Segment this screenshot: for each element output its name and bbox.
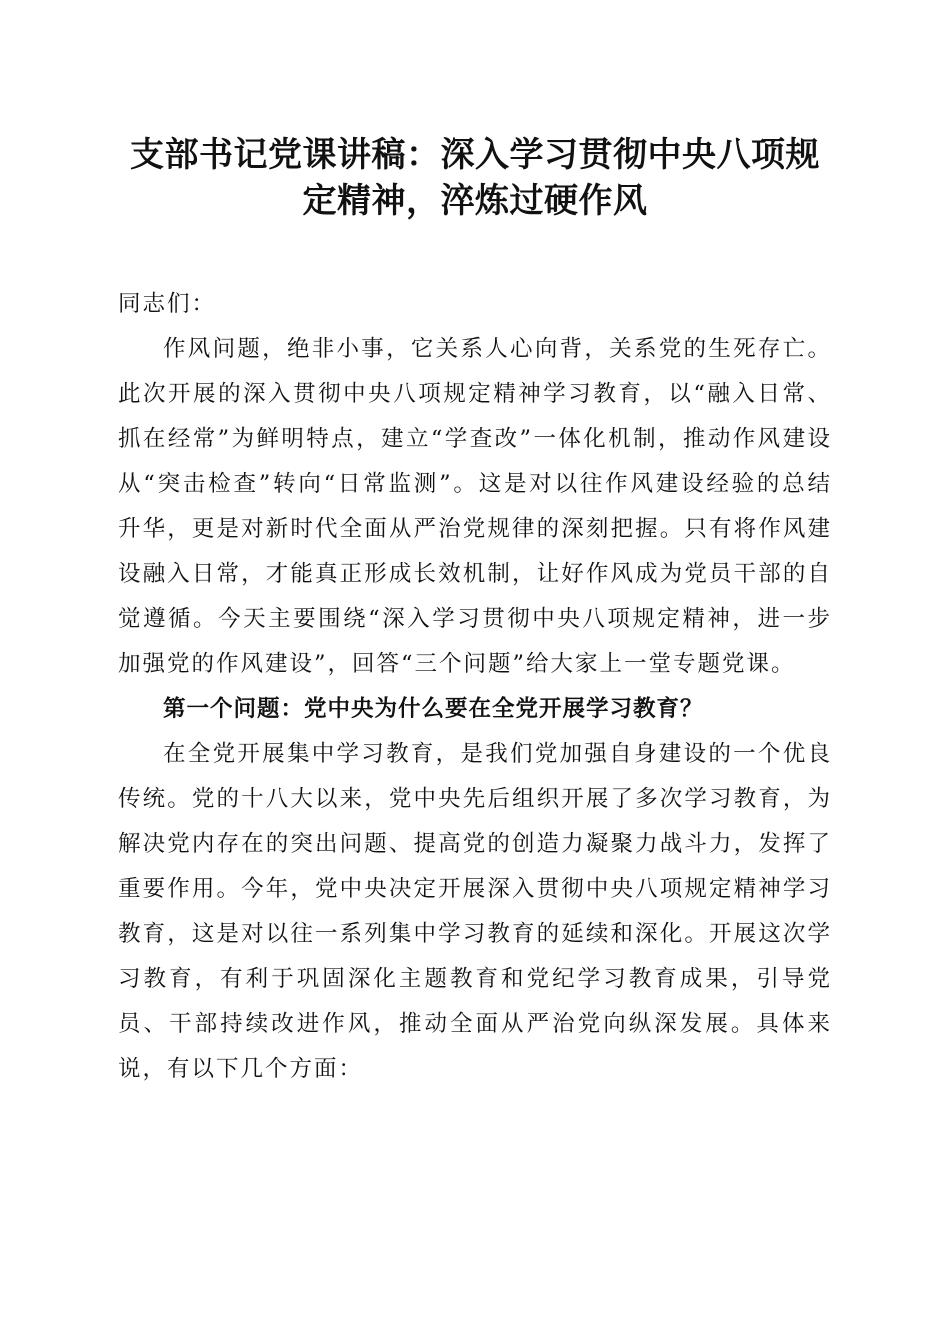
title-line-1: 支部书记党课讲稿：深入学习贯彻中央八项规 bbox=[130, 135, 820, 175]
title-line-2: 定精神，淬炼过硬作风 bbox=[302, 181, 648, 221]
salutation: 同志们： bbox=[118, 291, 217, 317]
document-body bbox=[118, 282, 832, 1092]
paragraph-section-1: 在全党开展集中学习教育，是我们党加强自身建设的一个优良传统。党的十八大以来，党中央先后组织开展了多次学习教育，为解决党内存在的突出问题、提高党的创造力凝聚力战斗力，发挥了重要作用。今年，党中央决定开展深入贯彻中央八项规定精神学习教育，这是对以往一系列集中学习教育的延续和深化。开展这次学习教育，有利于巩固深化主题教育和党纪学习教育成果，引导党员、干部持续改进作风，推动全面从严治党向纵深发展。具体来说，有以下几个方面： bbox=[118, 741, 832, 1082]
document-title bbox=[118, 132, 832, 224]
paragraph-intro: 作风问题，绝非小事，它关系人心向背，关系党的生死存亡。此次开展的深入贯彻中央八项规定精神学习教育，以“融入日常、抓在经常”为鲜明特点，建立“学查改”一体化机制，推动作风建设从“突击检查”转向“日常监测”。这是对以往作风建设经验的总结升华，更是对新时代全面从严治党规律的深刻把握。只有将作风建设融入日常，才能真正形成长效机制，让好作风成为党员干部的自觉遵循。今天主要围绕“深入学习贯彻中央八项规定精神，进一步加强党的作风建设”，回答“三个问题”给大家上一堂专题党课。 bbox=[118, 336, 832, 677]
section-heading-1: 第一个问题：党中央为什么要在全党开展学习教育？ bbox=[163, 696, 704, 722]
